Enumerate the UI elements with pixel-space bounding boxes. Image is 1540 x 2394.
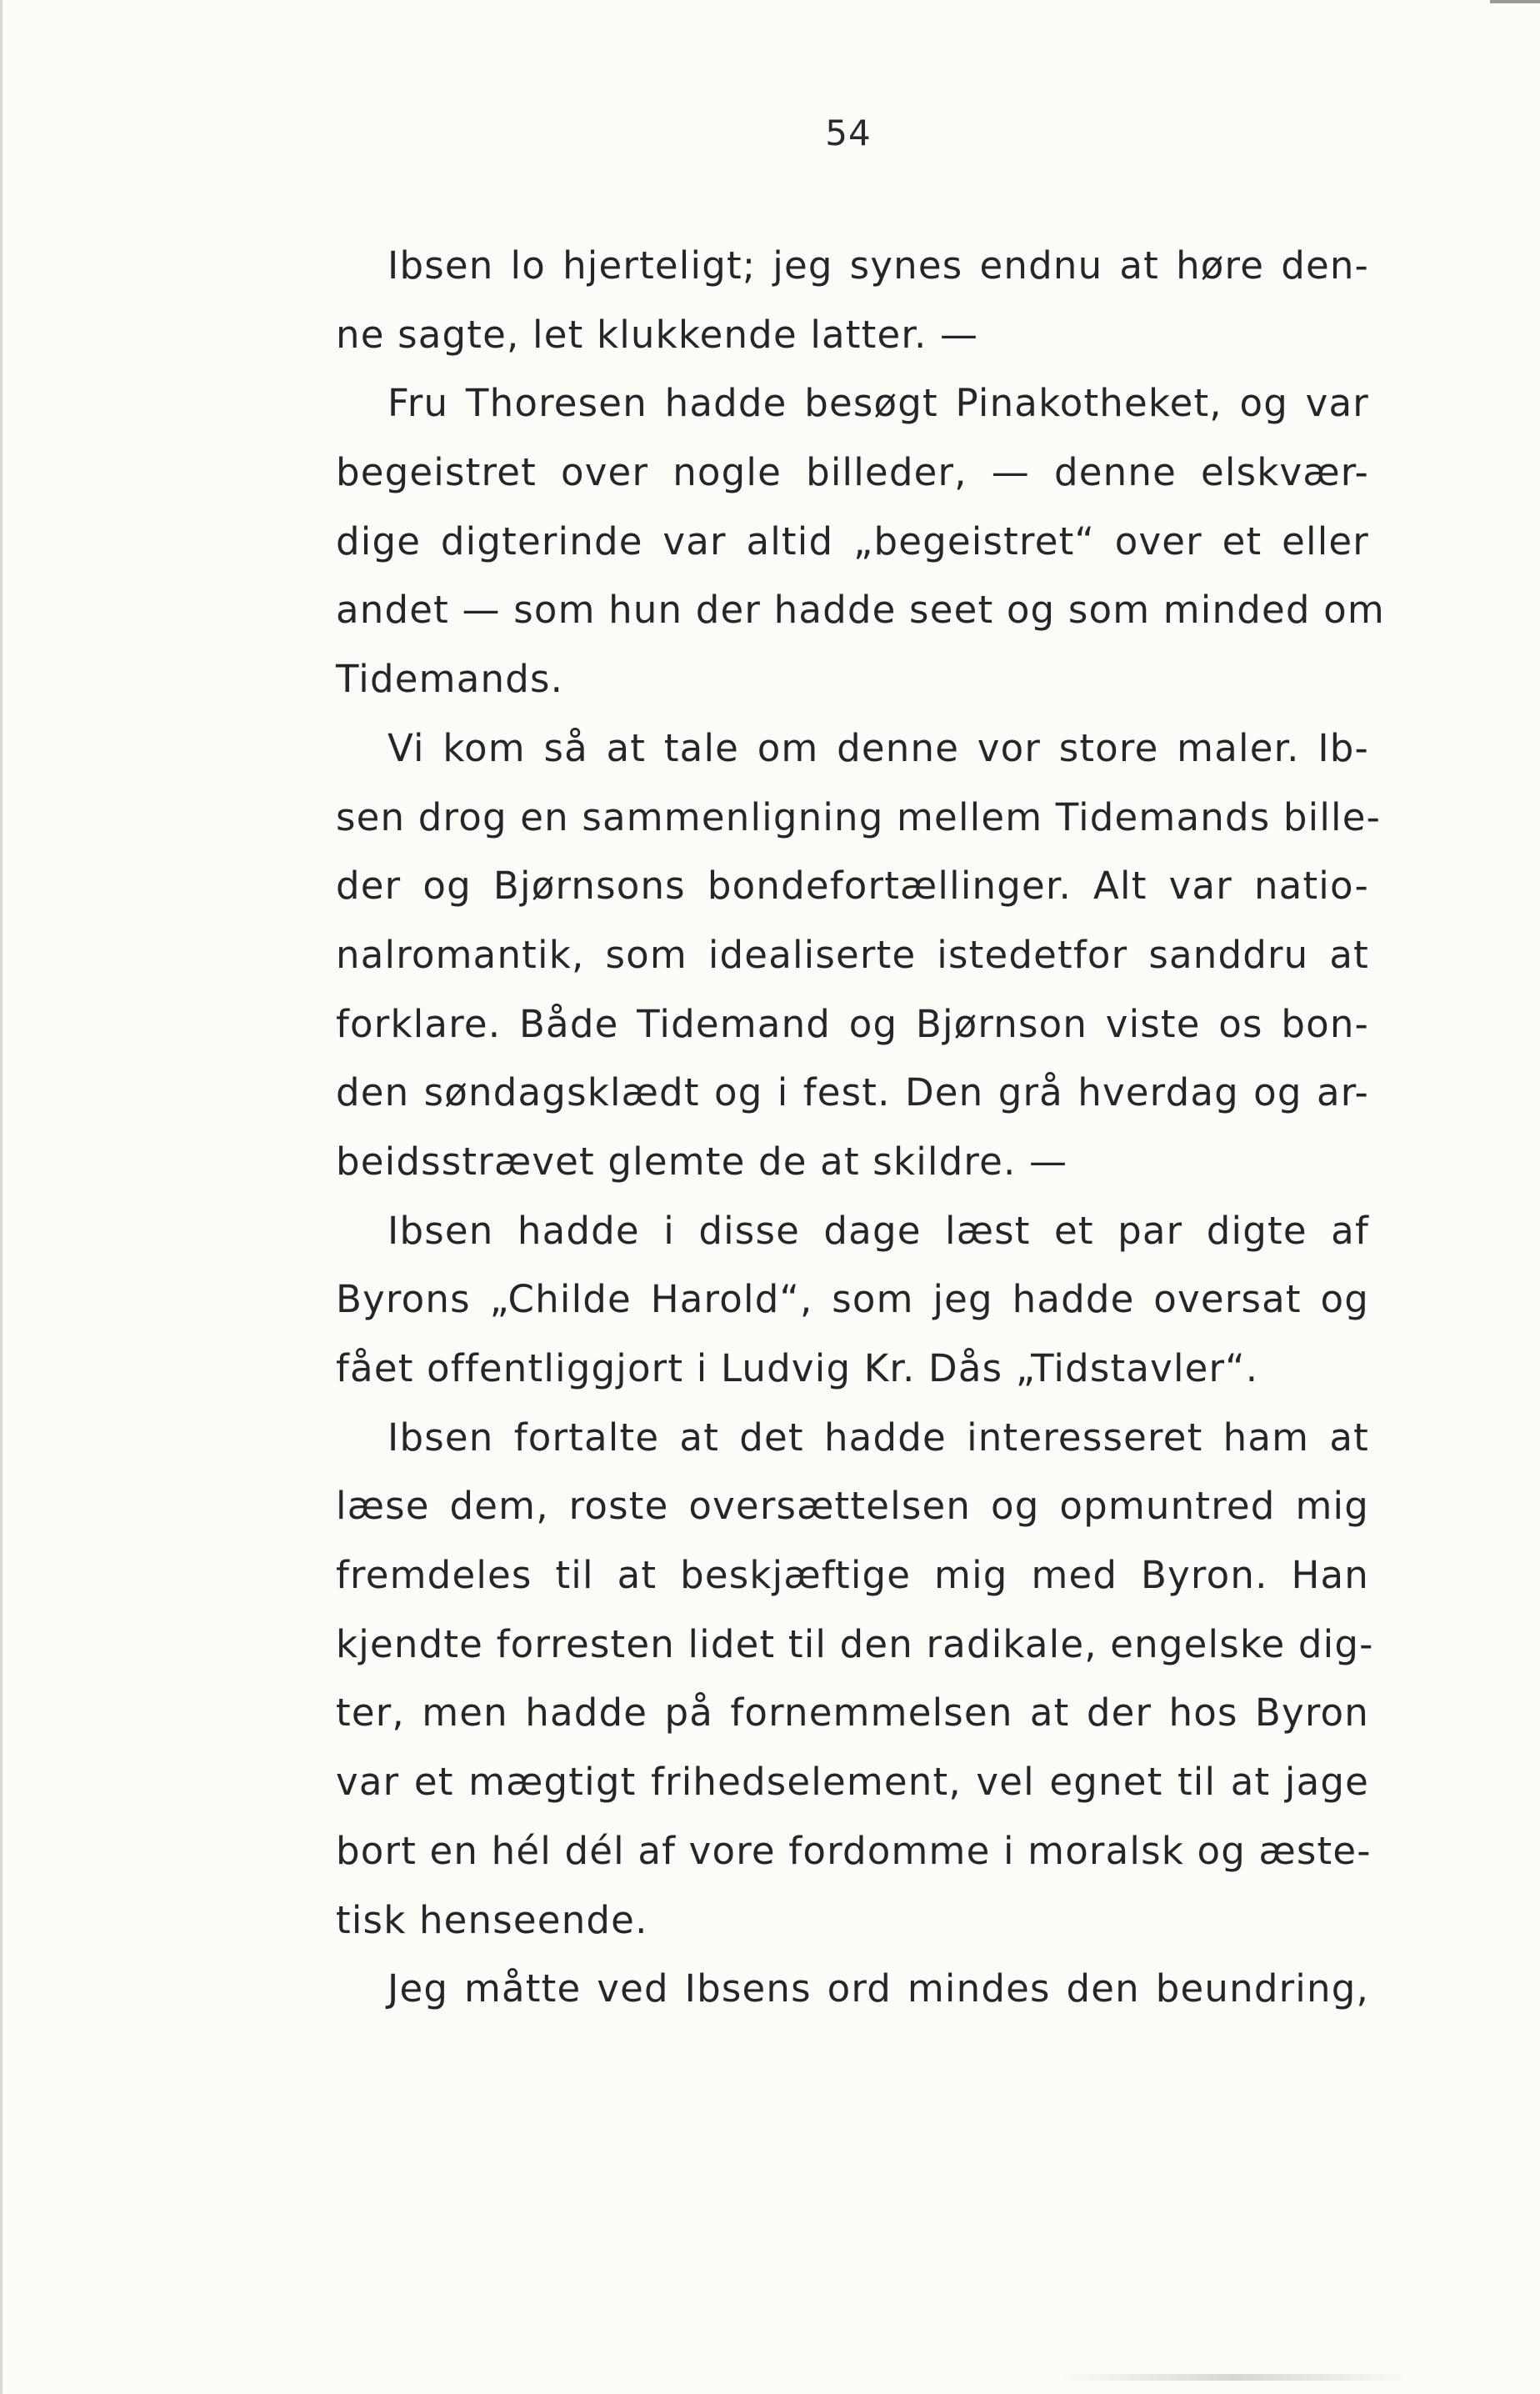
- text-line: begeistret over nogle billeder, — denne elskvær-: [336, 450, 1369, 495]
- scan-edge-mark: [1490, 0, 1540, 3]
- text-line: nalromantik, som idealiserte istedetfor sanddru at: [336, 932, 1369, 977]
- text-line: Byrons „Childe Harold“, som jeg hadde oversat og: [336, 1277, 1369, 1322]
- text-line: tisk henseende.: [336, 1897, 648, 1942]
- page-number: 54: [825, 113, 872, 153]
- text-line: Ibsen hadde i disse dage læst et par digte af: [388, 1208, 1369, 1253]
- text-line: Tidemands.: [336, 657, 564, 702]
- text-line: sen drog en sammenligning mellem Tidemands bille-: [336, 794, 1382, 839]
- text-line: der og Bjørnsons bondefortællinger. Alt var natio-: [336, 864, 1369, 909]
- text-line: beidsstrævet glemte de at skildre. —: [336, 1139, 1068, 1184]
- text-line: fået offentliggjort i Ludvig Kr. Dås „Tidstavler“.: [336, 1346, 1259, 1390]
- text-line: ne sagte, let klukkende latter. —: [336, 312, 979, 357]
- text-line: læse dem, roste oversættelsen og opmuntred mig: [336, 1484, 1369, 1529]
- text-line: bort en hél dél af vore fordomme i moralsk og æste-: [336, 1828, 1372, 1873]
- text-line: Vi kom så at tale om denne vor store maler. Ib-: [388, 725, 1369, 770]
- body-text: [336, 232, 1385, 2024]
- text-line: fremdeles til at beskjæftige mig med Byron. Han: [336, 1553, 1369, 1598]
- text-line: andet — som hun der hadde seet og som minded om: [336, 588, 1385, 633]
- text-line: Jeg måtte ved Ibsens ord mindes den beundring,: [388, 1966, 1369, 2011]
- scan-smudge: [1061, 2374, 1411, 2381]
- text-line: ter, men hadde på fornemmelsen at der hos Byron: [336, 1690, 1369, 1735]
- text-line: Ibsen fortalte at det hadde interesseret ham at: [388, 1415, 1369, 1460]
- text-line: var et mægtigt frihedselement, vel egnet til at jage: [336, 1760, 1369, 1805]
- text-line: dige digterinde var altid „begeistret“ over et eller: [336, 518, 1369, 563]
- text-line: Ibsen lo hjerteligt; jeg synes endnu at høre den-: [388, 243, 1369, 288]
- text-line: forklare. Både Tidemand og Bjørnson viste os bon-: [336, 1001, 1369, 1046]
- text-line: Fru Thoresen hadde besøgt Pinakotheket, og var: [388, 381, 1369, 426]
- text-line: den søndagsklædt og i fest. Den grå hverdag og ar-: [336, 1070, 1369, 1115]
- text-line: kjendte forresten lidet til den radikale, engelske dig-: [336, 1621, 1374, 1666]
